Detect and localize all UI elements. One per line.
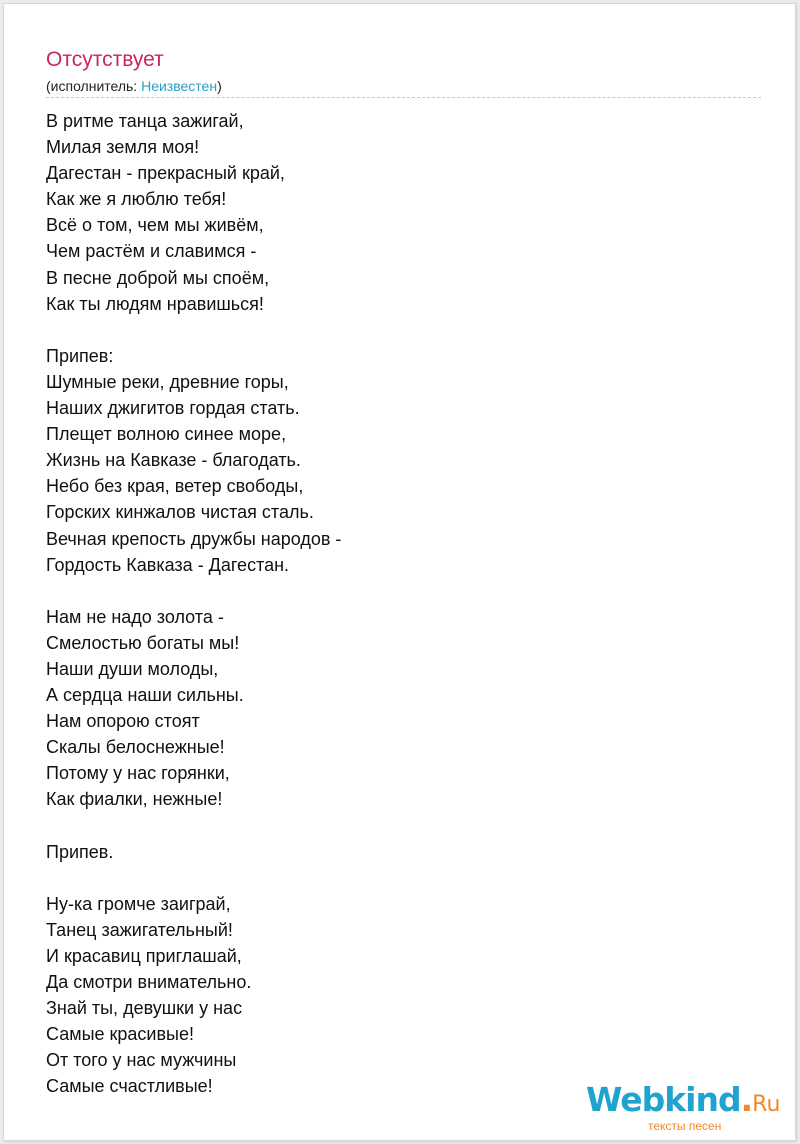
lyric-line: Припев. [46,841,114,862]
lyric-line: Припев: [46,345,114,366]
lyric-line: Смелостью богаты мы! [46,632,240,653]
lyric-line: И красавиц приглашай, [46,946,242,966]
title-divider [46,97,761,98]
lyric-line: В песне доброй мы споём, [46,267,270,288]
lyric-line: Ну-ка громче заиграй, [46,893,231,914]
lyric-line: Самые красивые! [46,1024,194,1045]
lyric-line: Нам опорою стоят [46,711,200,732]
song-title: Отсутствует [46,48,164,71]
lyric-line: Вечная крепость дружбы народов - [46,528,342,549]
lyric-line: Плещет волною синее море, [46,424,287,445]
lyric-line: Жизнь на Кавказе - благодать. [46,450,301,471]
artist-line [46,77,222,95]
artist-suffix: ) [217,78,222,94]
lyric-line: Как ты людям нравишься! [46,293,264,314]
artist-link[interactable]: Неизвестен [141,78,218,94]
brand-name: Webkind [586,1080,741,1119]
lyric-line: Гордость Кавказа - Дагестан. [46,554,290,575]
lyric-line: Скалы белоснежные! [46,737,225,758]
brand-tld: Ru [752,1092,781,1117]
lyric-blank-line [46,317,341,343]
lyric-line: Милая земля моя! [46,137,200,158]
brand-dot: . [740,1080,753,1119]
lyric-line: В ритме танца зажигай, [46,111,244,131]
lyric-line: Знай ты, девушки у нас [46,998,243,1019]
lyric-line: Как же я люблю тебя! [46,189,227,210]
lyric-blank-line [46,813,341,839]
lyric-line: Наши души молоды, [46,658,219,679]
lyric-line: Потому у нас горянки, [46,763,230,784]
lyric-line: Всё о том, чем мы живём, [46,215,264,236]
lyric-line: Небо без края, ветер свободы, [46,476,304,497]
lyric-line: Да смотри внимательно. [46,972,252,993]
lyric-line: Дагестан - прекрасный край, [46,163,285,184]
lyric-line: Танец зажигательный! [46,919,233,940]
lyric-line: Нам не надо золота - [46,606,224,627]
artist-prefix: (исполнитель: [46,78,142,94]
lyric-line: Самые счастливые! [46,1076,213,1097]
lyric-blank-line [46,865,341,891]
lyric-line: Шумные реки, древние горы, [46,371,289,392]
brand-tagline: тексты песен [648,1119,722,1133]
lyrics-body [46,108,341,1100]
lyric-line: От того у нас мужчины [46,1050,237,1071]
lyric-line: А сердца наши сильны. [46,685,244,706]
lyric-line: Чем растём и славимся - [46,241,257,262]
lyric-line: Как фиалки, нежные! [46,789,223,810]
lyric-line: Наших джигитов гордая стать. [46,398,300,419]
lyric-blank-line [46,578,341,604]
brand-logo[interactable] [586,1080,781,1133]
lyric-line: Горских кинжалов чистая сталь. [46,502,314,523]
lyrics-page [3,3,796,1141]
